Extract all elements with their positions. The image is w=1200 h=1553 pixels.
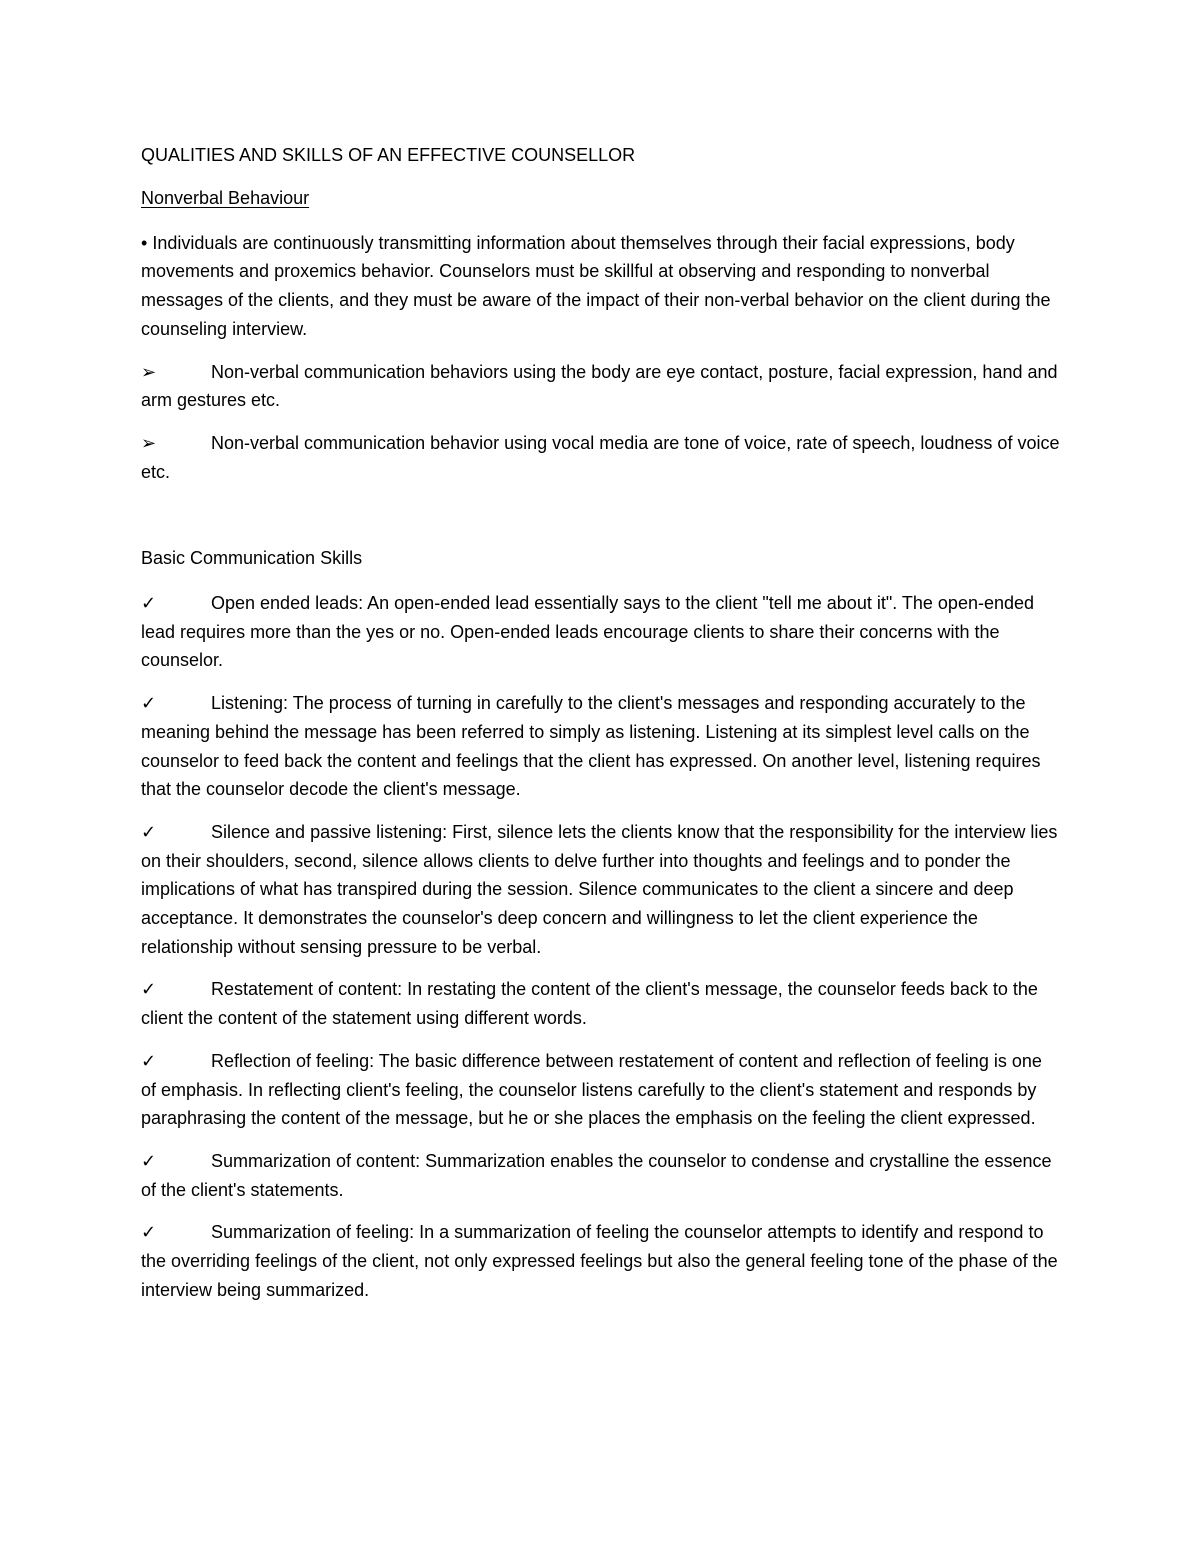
arrow-bullet-icon: ➢: [141, 432, 157, 453]
list-item: [141, 1047, 1061, 1133]
section-heading-basic-communication: Basic Communication Skills: [141, 548, 363, 569]
checkmark-icon: ✓: [141, 1222, 157, 1243]
list-item-text: Non-verbal communication behavior using vocal media are tone of voice, rate of speech, loudness of voice etc.: [141, 432, 1060, 482]
section-heading-nonverbal: [141, 184, 1061, 213]
document-page: [141, 140, 1061, 1319]
list-item-text: Listening: The process of turning in carefully to the client's messages and responding accurately to the meaning behind the message has been referred to simply as listening. Listening at its simplest level calls on the counselor to feed back the content and feelings that the client has expressed. On another level, listening requires that the counselor decode the client's message.: [141, 693, 1041, 800]
nonverbal-intro-text: Individuals are continuously transmitting information about themselves through their facial expressions, body movements and proxemics behavior. Counselors must be skillful at observing and responding to nonverbal messages of the clients, and they must be aware of the impact of their non-verbal behavior on the client during the counseling interview.: [141, 232, 1051, 339]
list-item-text: Reflection of feeling: The basic difference between restatement of content and reflection of feeling is one of emphasis. In reflecting client's feeling, the counselor listens carefully to the client's statement and responds by paraphrasing the content of the message, but he or she places the emphasis on the feeling the client expressed.: [141, 1050, 1042, 1129]
document-title: QUALITIES AND SKILLS OF AN EFFECTIVE COUNSELLOR: [141, 145, 636, 165]
list-item: [141, 1147, 1061, 1204]
checkmark-icon: ✓: [141, 1150, 157, 1171]
list-item-text: Restatement of content: In restating the content of the client's message, the counselor feeds back to the client the content of the statement using different words.: [141, 979, 1038, 1029]
list-item-text: Non-verbal communication behaviors using the body are eye contact, posture, facial expression, hand and arm gestures etc.: [141, 361, 1058, 411]
list-item-text: Silence and passive listening: First, silence lets the clients know that the responsibility for the interview lies on their shoulders, second, silence allows clients to delve further into thoughts and feelings and to ponder the implications of what has transpired during the session. Silence communicates to the client a sincere and deep acceptance. It demonstrates the counselor's deep concern and willingness to let the client experience the relationship without sensing pressure to be verbal.: [141, 821, 1058, 957]
checkmark-icon: ✓: [141, 693, 157, 714]
list-item-text: Summarization of feeling: In a summarization of feeling the counselor attempts to identify and respond to the overriding feelings of the client, not only expressed feelings but also the general feeling tone of the phase of the interview being summarized.: [141, 1222, 1058, 1300]
nonverbal-intro-paragraph: [141, 229, 1061, 344]
list-item: [141, 429, 1061, 486]
checkmark-icon: ✓: [141, 593, 157, 614]
list-item-text: Open ended leads: An open-ended lead essentially says to the client "tell me about it". The open-ended lead requires more than the yes or no. Open-ended leads encourage clients to share their concerns with the counselor.: [141, 593, 1035, 671]
spacer: [141, 500, 1061, 544]
section-heading-nonverbal-text: Nonverbal Behaviour: [141, 188, 310, 208]
checkmark-icon: ✓: [141, 979, 157, 1000]
list-item: [141, 818, 1061, 962]
arrow-bullet-icon: ➢: [141, 361, 157, 382]
checkmark-icon: ✓: [141, 821, 157, 842]
checkmark-icon: ✓: [141, 1050, 157, 1071]
list-item-text: Summarization of content: Summarization enables the counselor to condense and crystalline the essence of the client's statements.: [141, 1150, 1052, 1200]
list-item: [141, 689, 1061, 804]
bullet-icon: •: [141, 232, 148, 253]
list-item: [141, 975, 1061, 1032]
list-item: [141, 1218, 1061, 1304]
list-item: [141, 589, 1061, 675]
list-item: [141, 358, 1061, 415]
